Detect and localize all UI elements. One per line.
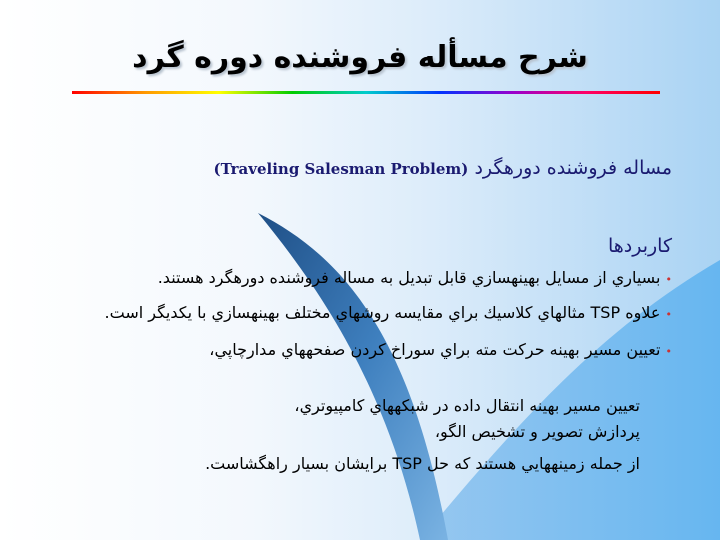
subtitle-fa: مساله فروشنده دورهگرد [474,157,672,179]
swoosh-dark [258,213,448,540]
bullet-icon: • [665,345,672,358]
body-line: از جمله زمينههايي هستند كه حل TSP برايشان بسيار راهگشاست. [205,454,640,473]
subtitle-en: (Traveling Salesman Problem) [213,160,469,178]
title-divider [72,91,660,94]
bullet-text: تعيين مسير بهينه حركت مته براي سوراخ كردن صفحههاي مدارچاپي، [209,340,661,359]
subtitle [213,157,672,179]
bullet-item [152,266,672,292]
bullet-text: بسياري از مسايل بهينهسازي قابل تبديل به مساله فروشنده دورهگرد هستند. [157,268,661,287]
bullet-icon: • [665,308,672,321]
bullet-item [52,301,672,327]
bullet-icon: • [665,273,672,286]
section-heading: کاربردها [607,235,672,257]
bullet-item [52,338,672,364]
body-line: پردازش تصوير و تشخيص الگو، [434,422,640,441]
body-line: تعيين مسير بهينه انتقال داده در شبكههاي كامپيوتري، [294,396,640,415]
bullet-text: علاوه TSP مثالهاي كلاسيك براي مقايسه روشهاي مختلف بهينهسازي با يكديگر است. [104,303,661,322]
page-title: شرح مسأله فروشنده دوره گرد [132,40,588,75]
